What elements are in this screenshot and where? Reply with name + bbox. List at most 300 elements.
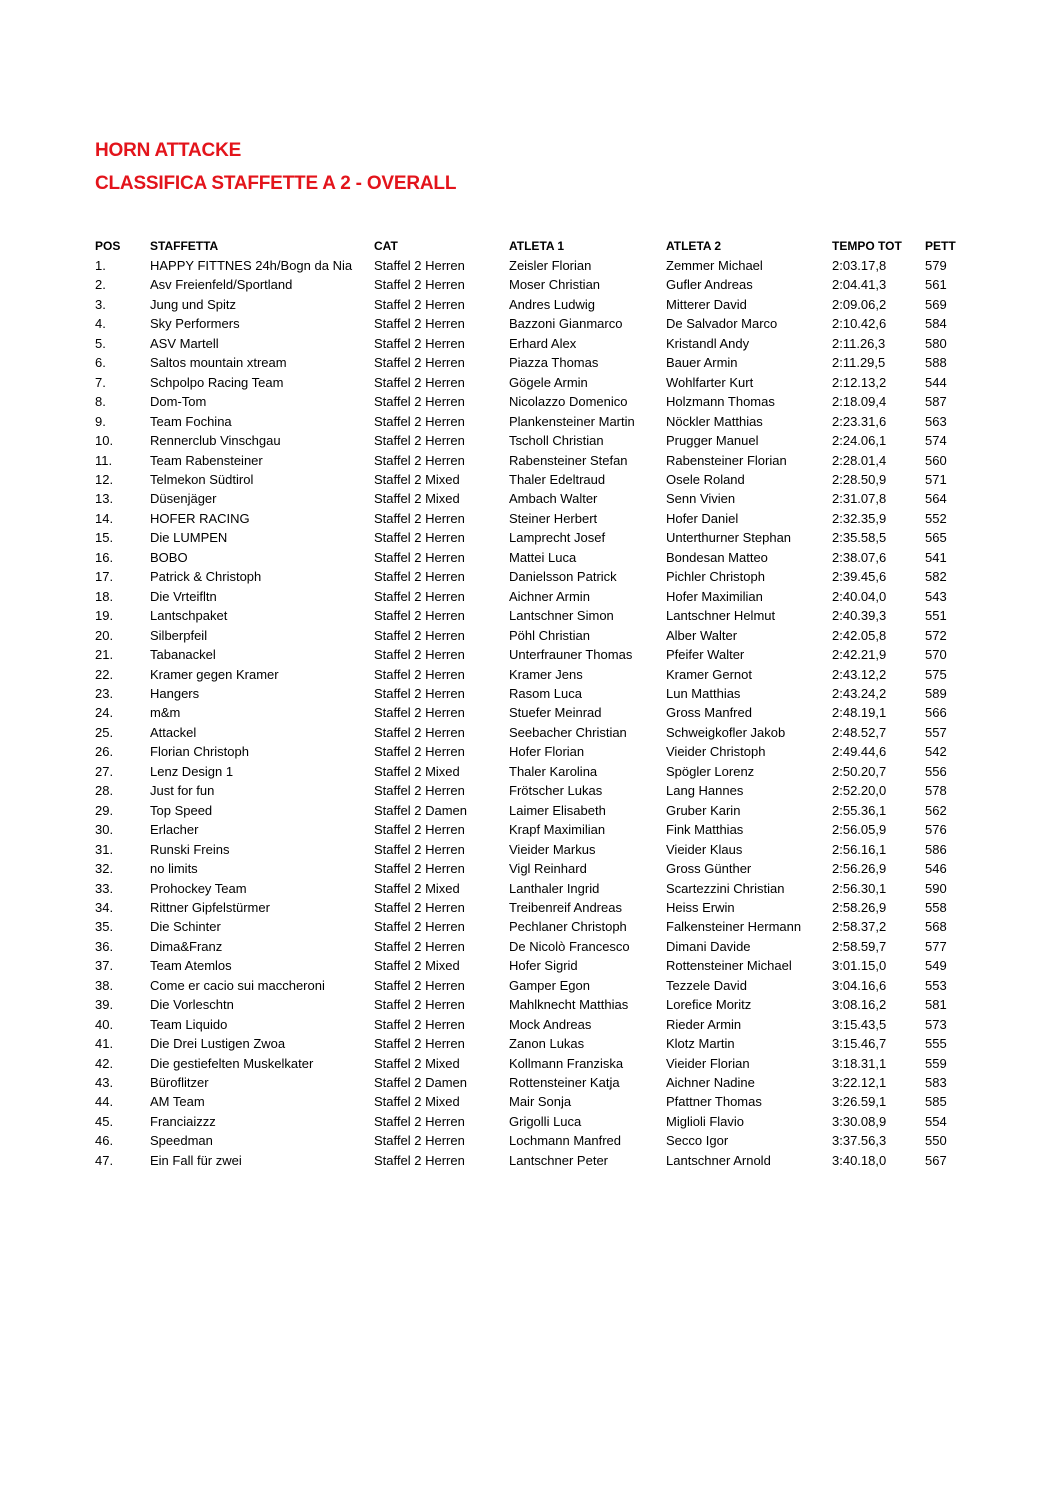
category-cell: Staffel 2 Mixed [374, 471, 460, 487]
bib-cell: 552 [925, 510, 947, 526]
athlete-1-cell: Lamprecht Josef [509, 530, 606, 546]
table-row [93, 528, 973, 547]
athlete-1-cell: Hofer Florian [509, 744, 585, 760]
category-cell: Staffel 2 Herren [374, 549, 465, 565]
team-cell: Schpolpo Racing Team [150, 374, 284, 390]
category-cell: Staffel 2 Damen [374, 802, 467, 818]
table-row [93, 801, 973, 820]
category-cell: Staffel 2 Herren [374, 666, 465, 682]
team-cell: Saltos mountain xtream [150, 355, 287, 371]
pos-cell: 17. [95, 569, 114, 585]
document-title: HORN ATTACKE [95, 140, 242, 161]
table-row [93, 840, 973, 859]
athlete-1-cell: Plankensteiner Martin [509, 413, 635, 429]
table-row [93, 353, 973, 372]
pos-cell: 32. [95, 861, 114, 877]
bib-cell: 585 [925, 1094, 947, 1110]
category-cell: Staffel 2 Herren [374, 744, 465, 760]
athlete-2-cell: Lang Hannes [666, 783, 744, 799]
category-cell: Staffel 2 Herren [374, 413, 465, 429]
athlete-1-cell: Lantschner Simon [509, 608, 614, 624]
category-cell: Staffel 2 Herren [374, 316, 465, 332]
category-cell: Staffel 2 Herren [374, 1133, 465, 1149]
team-cell: HAPPY FITTNES 24h/Bogn da Nia [150, 258, 353, 273]
table-row [93, 1131, 973, 1150]
total-time-cell: 2:10.42,6 [832, 316, 887, 332]
total-time-cell: 3:40.18,0 [832, 1152, 887, 1168]
bib-cell: 570 [925, 647, 947, 663]
table-row [93, 275, 973, 294]
athlete-2-cell: Rieder Armin [666, 1016, 742, 1032]
total-time-cell: 3:22.12,1 [832, 1075, 887, 1091]
athlete-2-cell: Vieider Florian [666, 1055, 750, 1071]
team-cell: Die LUMPEN [150, 530, 228, 546]
athlete-2-cell: Heiss Erwin [666, 899, 735, 915]
bib-cell: 561 [925, 277, 947, 293]
pos-cell: 4. [95, 316, 106, 332]
document-subtitle: CLASSIFICA STAFFETTE A 2 - OVERALL [95, 173, 457, 194]
team-cell: Silberpfeil [150, 627, 208, 643]
athlete-1-cell: Unterfrauner Thomas [509, 647, 633, 663]
total-time-cell: 2:58.59,7 [832, 938, 887, 954]
athlete-2-cell: Lantschner Helmut [666, 608, 776, 624]
athlete-2-cell: Vieider Christoph [666, 744, 766, 760]
table-row [93, 489, 973, 508]
athlete-1-cell: Pechlaner Christoph [509, 919, 627, 935]
bib-cell: 566 [925, 705, 947, 721]
athlete-2-cell: Fink Matthias [666, 822, 744, 838]
total-time-cell: 2:03.17,8 [832, 258, 887, 273]
pos-cell: 42. [95, 1055, 114, 1071]
column-header-tempo-tot: TEMPO TOT [832, 239, 902, 253]
bib-cell: 578 [925, 783, 947, 799]
athlete-2-cell: Prugger Manuel [666, 433, 759, 449]
total-time-cell: 2:23.31,6 [832, 413, 887, 429]
athlete-2-cell: Mitterer David [666, 296, 747, 312]
athlete-1-cell: Mahlknecht Matthias [509, 997, 629, 1013]
category-cell: Staffel 2 Herren [374, 452, 465, 468]
table-row [93, 1015, 973, 1034]
bib-cell: 579 [925, 258, 947, 273]
bib-cell: 564 [925, 491, 947, 507]
table-row [93, 1092, 973, 1111]
table-row [93, 334, 973, 353]
team-cell: Team Liquido [150, 1016, 228, 1032]
total-time-cell: 2:42.05,8 [832, 627, 887, 643]
team-cell: Prohockey Team [150, 880, 247, 896]
total-time-cell: 2:50.20,7 [832, 763, 887, 779]
team-cell: Die Drei Lustigen Zwoa [150, 1036, 286, 1052]
bib-cell: 589 [925, 685, 947, 701]
pos-cell: 10. [95, 433, 114, 449]
pos-cell: 11. [95, 452, 113, 468]
category-cell: Staffel 2 Herren [374, 841, 465, 857]
athlete-1-cell: Vieider Markus [509, 841, 596, 857]
bib-cell: 541 [925, 549, 947, 565]
total-time-cell: 2:31.07,8 [832, 491, 887, 507]
total-time-cell: 2:48.19,1 [832, 705, 887, 721]
athlete-1-cell: Mattei Luca [509, 549, 577, 565]
table-row [93, 665, 973, 684]
team-cell: ASV Martell [150, 335, 219, 351]
pos-cell: 25. [95, 724, 114, 740]
pos-cell: 27. [95, 763, 114, 779]
bib-cell: 560 [925, 452, 947, 468]
team-cell: Telmekon Südtirol [150, 471, 254, 487]
pos-cell: 2. [95, 277, 106, 293]
athlete-1-cell: Zeisler Florian [509, 258, 592, 273]
athlete-2-cell: Lorefice Moritz [666, 997, 752, 1013]
table-row [93, 742, 973, 761]
category-cell: Staffel 2 Herren [374, 335, 465, 351]
table-header-row [93, 236, 973, 256]
pos-cell: 20. [95, 627, 114, 643]
athlete-2-cell: Pichler Christoph [666, 569, 765, 585]
team-cell: Florian Christoph [150, 744, 249, 760]
bib-cell: 544 [925, 374, 947, 390]
total-time-cell: 2:42.21,9 [832, 647, 887, 663]
athlete-1-cell: Gamper Egon [509, 977, 590, 993]
bib-cell: 556 [925, 763, 947, 779]
column-header-cat: CAT [374, 239, 398, 253]
bib-cell: 554 [925, 1113, 947, 1129]
total-time-cell: 3:08.16,2 [832, 997, 887, 1013]
pos-cell: 43. [95, 1075, 114, 1091]
bib-cell: 576 [925, 822, 947, 838]
table-row [93, 937, 973, 956]
pos-cell: 26. [95, 744, 114, 760]
athlete-2-cell: Pfeifer Walter [666, 647, 745, 663]
pos-cell: 46. [95, 1133, 114, 1149]
team-cell: Asv Freienfeld/Sportland [150, 277, 293, 293]
total-time-cell: 2:56.30,1 [832, 880, 887, 896]
table-row [93, 567, 973, 586]
bib-cell: 583 [925, 1075, 947, 1091]
table-row [93, 256, 973, 275]
athlete-2-cell: Gross Manfred [666, 705, 752, 721]
total-time-cell: 2:38.07,6 [832, 549, 887, 565]
table-row [93, 762, 973, 781]
table-row [93, 626, 973, 645]
total-time-cell: 2:52.20,0 [832, 783, 887, 799]
athlete-2-cell: Zemmer Michael [666, 258, 763, 273]
athlete-2-cell: Bauer Armin [666, 355, 738, 371]
pos-cell: 14. [95, 510, 114, 526]
athlete-1-cell: Zanon Lukas [509, 1036, 585, 1052]
athlete-2-cell: Nöckler Matthias [666, 413, 763, 429]
bib-cell: 558 [925, 899, 947, 915]
bib-cell: 542 [925, 744, 947, 760]
category-cell: Staffel 2 Herren [374, 919, 465, 935]
team-cell: Erlacher [150, 822, 199, 838]
category-cell: Staffel 2 Herren [374, 783, 465, 799]
table-row [93, 431, 973, 450]
athlete-1-cell: Tscholl Christian [509, 433, 604, 449]
athlete-2-cell: Kristandl Andy [666, 335, 750, 351]
athlete-2-cell: Wohlfarter Kurt [666, 374, 754, 390]
category-cell: Staffel 2 Herren [374, 569, 465, 585]
athlete-2-cell: Falkensteiner Hermann [666, 919, 802, 935]
team-cell: Speedman [150, 1133, 213, 1149]
total-time-cell: 2:43.12,2 [832, 666, 887, 682]
column-header-atleta-2: ATLETA 2 [666, 239, 722, 253]
athlete-2-cell: Gufler Andreas [666, 277, 753, 293]
athlete-1-cell: Thaler Edeltraud [509, 471, 606, 487]
bib-cell: 574 [925, 433, 947, 449]
category-cell: Staffel 2 Mixed [374, 1055, 460, 1071]
team-cell: Kramer gegen Kramer [150, 666, 279, 682]
athlete-1-cell: Pöhl Christian [509, 627, 590, 643]
bib-cell: 557 [925, 724, 947, 740]
athlete-2-cell: Miglioli Flavio [666, 1113, 745, 1129]
total-time-cell: 2:11.26,3 [832, 335, 886, 351]
total-time-cell: 2:11.29,5 [832, 355, 886, 371]
total-time-cell: 3:15.46,7 [832, 1036, 887, 1052]
category-cell: Staffel 2 Herren [374, 1152, 465, 1168]
total-time-cell: 3:26.59,1 [832, 1094, 887, 1110]
team-cell: Lantschpaket [150, 608, 228, 624]
bib-cell: 553 [925, 977, 947, 993]
table-row [93, 1054, 973, 1073]
bib-cell: 559 [925, 1055, 947, 1071]
team-cell: BOBO [150, 549, 188, 565]
athlete-2-cell: Aichner Nadine [666, 1075, 755, 1091]
category-cell: Staffel 2 Herren [374, 394, 465, 410]
athlete-2-cell: Pfattner Thomas [666, 1094, 762, 1110]
bib-cell: 572 [925, 627, 947, 643]
athlete-2-cell: Kramer Gernot [666, 666, 752, 682]
athlete-2-cell: Unterthurner Stephan [666, 530, 792, 546]
total-time-cell: 2:12.13,2 [832, 374, 887, 390]
athlete-2-cell: Klotz Martin [666, 1036, 735, 1052]
table-row [93, 645, 973, 664]
category-cell: Staffel 2 Herren [374, 724, 465, 740]
athlete-2-cell: Lun Matthias [666, 685, 741, 701]
athlete-1-cell: Frötscher Lukas [509, 783, 603, 799]
category-cell: Staffel 2 Herren [374, 1016, 465, 1032]
team-cell: Rennerclub Vinschgau [150, 433, 281, 449]
column-header-atleta-1: ATLETA 1 [509, 239, 565, 253]
category-cell: Staffel 2 Herren [374, 608, 465, 624]
athlete-1-cell: Piazza Thomas [509, 355, 599, 371]
athlete-2-cell: Senn Vivien [666, 491, 736, 507]
team-cell: Just for fun [150, 783, 215, 799]
pos-cell: 16. [95, 549, 114, 565]
athlete-2-cell: Schweigkofler Jakob [666, 724, 786, 740]
bib-cell: 565 [925, 530, 947, 546]
athlete-1-cell: Rabensteiner Stefan [509, 452, 628, 468]
total-time-cell: 2:39.45,6 [832, 569, 887, 585]
total-time-cell: 3:01.15,0 [832, 958, 887, 974]
total-time-cell: 2:09.06,2 [832, 296, 887, 312]
athlete-1-cell: Mock Andreas [509, 1016, 592, 1032]
category-cell: Staffel 2 Mixed [374, 880, 460, 896]
team-cell: Franciaizzz [150, 1113, 216, 1129]
pos-cell: 47. [95, 1152, 114, 1168]
pos-cell: 45. [95, 1113, 114, 1129]
pos-cell: 24. [95, 705, 114, 721]
bib-cell: 571 [925, 471, 947, 487]
table-row [93, 917, 973, 936]
team-cell: Patrick & Christoph [150, 569, 262, 585]
bib-cell: 590 [925, 880, 947, 896]
team-cell: Come er cacio sui maccheroni [150, 977, 325, 993]
table-row [93, 548, 973, 567]
category-cell: Staffel 2 Mixed [374, 958, 460, 974]
athlete-2-cell: Alber Walter [666, 627, 738, 643]
team-cell: Team Rabensteiner [150, 452, 263, 468]
team-cell: Die gestiefelten Muskelkater [150, 1055, 314, 1071]
category-cell: Staffel 2 Herren [374, 355, 465, 371]
team-cell: Die Schinter [150, 919, 221, 935]
athlete-1-cell: Stuefer Meinrad [509, 705, 602, 721]
total-time-cell: 2:49.44,6 [832, 744, 887, 760]
athlete-2-cell: Rabensteiner Florian [666, 452, 787, 468]
table-row [93, 451, 973, 470]
team-cell: Runski Freins [150, 841, 230, 857]
category-cell: Staffel 2 Herren [374, 861, 465, 877]
team-cell: Ein Fall für zwei [150, 1152, 242, 1168]
total-time-cell: 2:28.50,9 [832, 471, 887, 487]
pos-cell: 8. [95, 394, 106, 410]
pos-cell: 40. [95, 1016, 114, 1032]
athlete-1-cell: Kollmann Franziska [509, 1055, 624, 1071]
team-cell: Jung und Spitz [150, 296, 237, 312]
athlete-1-cell: Seebacher Christian [509, 724, 627, 740]
team-cell: Die Vrteifltn [150, 588, 217, 604]
athlete-1-cell: Steiner Herbert [509, 510, 598, 526]
bib-cell: 587 [925, 394, 947, 410]
athlete-1-cell: Vigl Reinhard [509, 861, 587, 877]
pos-cell: 33. [95, 880, 114, 896]
athlete-1-cell: Rasom Luca [509, 685, 582, 701]
athlete-1-cell: Erhard Alex [509, 335, 577, 351]
bib-cell: 569 [925, 296, 947, 312]
team-cell: Büroflitzer [150, 1075, 209, 1091]
pos-cell: 18. [95, 588, 114, 604]
athlete-2-cell: Hofer Daniel [666, 510, 739, 526]
total-time-cell: 2:58.26,9 [832, 899, 887, 915]
athlete-1-cell: De Nicolò Francesco [509, 938, 630, 954]
bib-cell: 555 [925, 1036, 947, 1052]
athlete-2-cell: Hofer Maximilian [666, 588, 763, 604]
category-cell: Staffel 2 Herren [374, 977, 465, 993]
athlete-1-cell: Gögele Armin [509, 374, 588, 390]
category-cell: Staffel 2 Herren [374, 938, 465, 954]
bib-cell: 568 [925, 919, 947, 935]
category-cell: Staffel 2 Herren [374, 1113, 465, 1129]
column-header-staffetta: STAFFETTA [150, 239, 219, 253]
pos-cell: 29. [95, 802, 114, 818]
pos-cell: 12. [95, 471, 114, 487]
pos-cell: 9. [95, 413, 106, 429]
table-row [93, 373, 973, 392]
total-time-cell: 2:24.06,1 [832, 433, 887, 449]
pos-cell: 39. [95, 997, 114, 1013]
pos-cell: 30. [95, 822, 114, 838]
team-cell: Attackel [150, 724, 197, 740]
team-cell: Dom-Tom [150, 394, 207, 410]
category-cell: Staffel 2 Herren [374, 433, 465, 449]
team-cell: Die Vorleschtn [150, 997, 234, 1013]
total-time-cell: 2:18.09,4 [832, 394, 887, 410]
athlete-2-cell: Scartezzini Christian [666, 880, 785, 896]
athlete-2-cell: Tezzele David [666, 977, 747, 993]
athlete-2-cell: Osele Roland [666, 471, 745, 487]
athlete-1-cell: Lantschner Peter [509, 1152, 609, 1168]
category-cell: Staffel 2 Herren [374, 258, 465, 273]
bib-cell: 573 [925, 1016, 947, 1032]
table-row [93, 606, 973, 625]
athlete-1-cell: Rottensteiner Katja [509, 1075, 620, 1091]
pos-cell: 1. [95, 258, 106, 273]
total-time-cell: 2:40.39,3 [832, 608, 887, 624]
team-cell: m&m [150, 705, 181, 721]
pos-cell: 6. [95, 355, 106, 371]
total-time-cell: 2:28.01,4 [832, 452, 887, 468]
category-cell: Staffel 2 Mixed [374, 1094, 460, 1110]
athlete-2-cell: Gross Günther [666, 861, 752, 877]
column-header-pos: POS [95, 239, 121, 253]
total-time-cell: 2:48.52,7 [832, 724, 887, 740]
bib-cell: 575 [925, 666, 947, 682]
athlete-1-cell: Nicolazzo Domenico [509, 394, 628, 410]
team-cell: Tabanackel [150, 647, 216, 663]
athlete-1-cell: Ambach Walter [509, 491, 598, 507]
total-time-cell: 2:04.41,3 [832, 277, 887, 293]
athlete-2-cell: Vieider Klaus [666, 841, 743, 857]
bib-cell: 543 [925, 588, 947, 604]
pos-cell: 44. [95, 1094, 114, 1110]
bib-cell: 563 [925, 413, 947, 429]
team-cell: Rittner Gipfelstürmer [150, 899, 270, 915]
table-row [93, 295, 973, 314]
category-cell: Staffel 2 Herren [374, 530, 465, 546]
category-cell: Staffel 2 Herren [374, 705, 465, 721]
table-row [93, 879, 973, 898]
results-table [93, 236, 973, 1170]
athlete-2-cell: Rottensteiner Michael [666, 958, 792, 974]
category-cell: Staffel 2 Herren [374, 588, 465, 604]
total-time-cell: 2:56.16,1 [832, 841, 887, 857]
pos-cell: 3. [95, 296, 106, 312]
category-cell: Staffel 2 Herren [374, 685, 465, 701]
athlete-2-cell: Holzmann Thomas [666, 394, 775, 410]
team-cell: Team Atemlos [150, 958, 232, 974]
category-cell: Staffel 2 Herren [374, 510, 465, 526]
pos-cell: 41. [95, 1036, 114, 1052]
team-cell: Team Fochina [150, 413, 232, 429]
table-row [93, 1112, 973, 1131]
table-row [93, 703, 973, 722]
table-row [93, 1034, 973, 1053]
bib-cell: 580 [925, 335, 947, 351]
athlete-2-cell: Lantschner Arnold [666, 1152, 771, 1168]
pos-cell: 15. [95, 530, 114, 546]
pos-cell: 37. [95, 958, 114, 974]
pos-cell: 28. [95, 783, 114, 799]
pos-cell: 7. [95, 374, 106, 390]
pos-cell: 35. [95, 919, 114, 935]
total-time-cell: 2:56.05,9 [832, 822, 887, 838]
column-header-pett: PETT [925, 239, 956, 253]
table-row [93, 859, 973, 878]
pos-cell: 5. [95, 335, 106, 351]
table-row [93, 898, 973, 917]
category-cell: Staffel 2 Damen [374, 1075, 467, 1091]
athlete-2-cell: De Salvador Marco [666, 316, 778, 332]
athlete-1-cell: Treibenreif Andreas [509, 899, 622, 915]
